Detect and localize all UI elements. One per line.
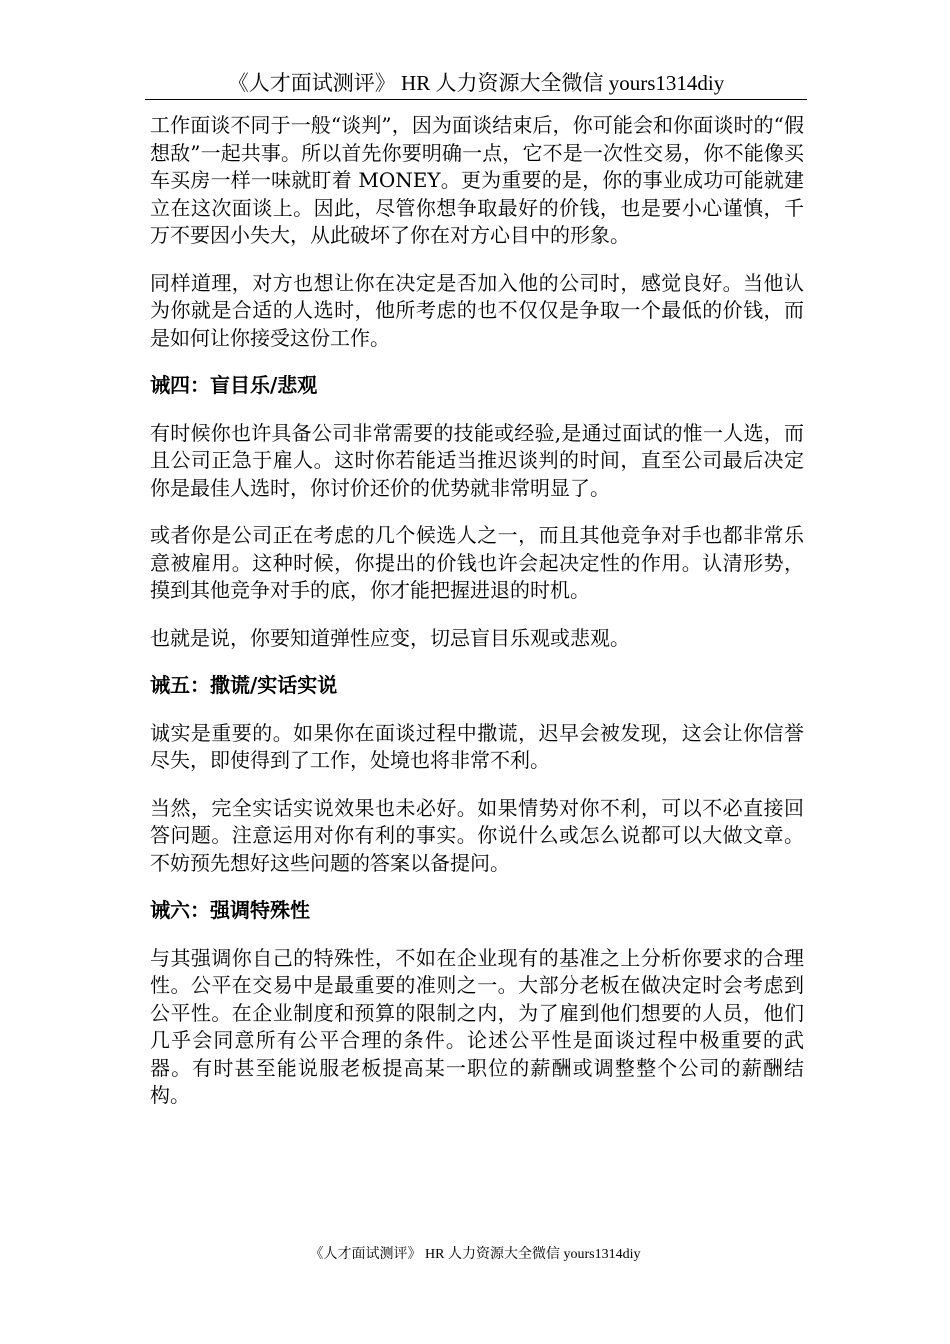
paragraph-5: 也就是说，你要知道弹性应变，切忌盲目乐观或悲观。 — [150, 625, 630, 650]
section-heading-5: 诫五：撒谎/实话实说 — [150, 673, 338, 697]
paragraph-7: 当然，完全实话实说效果也未必好。如果情势对你不利，可以不必直接回答问题。注意运用对你有利的事实。你说什么或怎么说都可以大做文章。不妨预先想好这些问题的答案以备提问。 — [150, 795, 804, 875]
paragraph-4: 或者你是公司正在考虑的几个候选人之一，而且其他竞争对手也都非常乐意被雇用。这种时候，你提出的价钱也许会起决定性的作用。认清形势，摸到其他竞争对手的底，你才能把握进退的时机。 — [150, 523, 804, 602]
paragraph-6: 诚实是重要的。如果你在面谈过程中撒谎，迟早会被发现，这会让你信誉尽失，即使得到了工作，处境也将非常不利。 — [150, 720, 804, 772]
paragraph-3: 有时候你也许具备公司非常需要的技能或经验,是通过面试的惟一人选，而且公司正急于雇人。这时你若能适当推迟谈判的时间，直至公司最后决定你是最佳人选时，你讨价还价的优势就非常明显了。 — [150, 420, 804, 500]
paragraph-1: 工作面谈不同于一般“谈判”，因为面谈结束后，你可能会和你面谈时的“假想敌”一起共事。所以首先你要明确一点，它不是一次性交易，你不能像买车买房一样一味就盯着 MONEY。更为重要的是，你的事业成功可能就建立在这次面谈上。因此，尽管你想争取最好的价钱，也是要小心谨慎，千万不要因小失大，从此破坏了你在对方心目中的形象。 — [150, 113, 804, 247]
document-body — [150, 112, 804, 1130]
paragraph-2: 同样道理，对方也想让你在决定是否加入他的公司时，感觉良好。当他认为你就是合适的人选时，他所考虑的也不仅仅是争取一个最低的价钱，而是如何让你接受这份工作。 — [150, 270, 804, 350]
section-heading-4: 诫四：盲目乐/悲观 — [150, 373, 318, 397]
page-header: 《人才面试测评》 HR 人力资源大全微信 yours1314diy — [145, 70, 807, 100]
section-heading-6: 诫六：强调特殊性 — [150, 898, 310, 922]
paragraph-8: 与其强调你自己的特殊性，不如在企业现有的基准之上分析你要求的合理性。公平在交易中是最重要的准则之一。大部分老板在做决定时会考虑到公平性。在企业制度和预算的限制之内，为了雇到他们想要的人员，他们几乎会同意所有公平合理的条件。论述公平性是面谈过程中极重要的武器。有时甚至能说服老板提高某一职位的薪酬或调整整个公司的薪酬结构。 — [150, 945, 804, 1107]
page-footer: 《人才面试测评》 HR 人力资源大全微信 yours1314diy — [309, 1247, 641, 1262]
